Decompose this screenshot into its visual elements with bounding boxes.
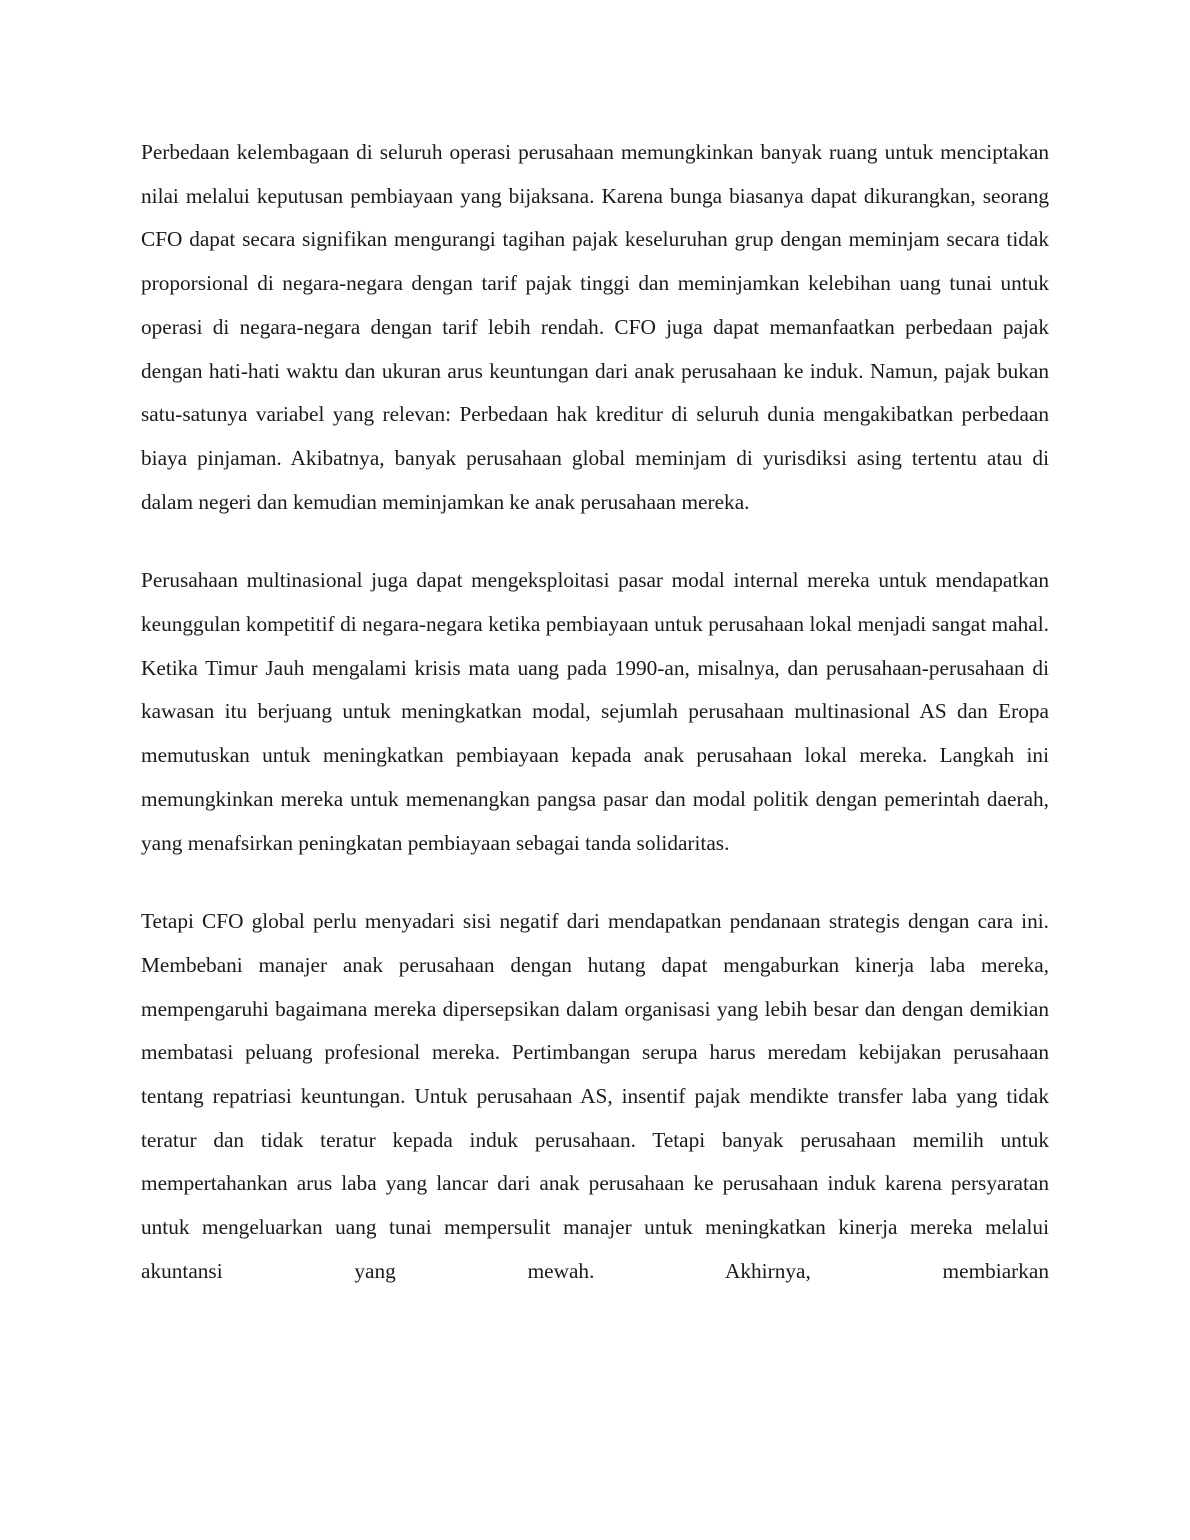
document-body <box>141 131 1049 1294</box>
paragraph-2: Perusahaan multinasional juga dapat mengeksploitasi pasar modal internal mereka untuk mendapatkan keunggulan kompetitif di negara-negara ketika pembiayaan untuk perusahaan lokal menjadi sangat mahal. Ketika Timur Jauh mengalami krisis mata uang pada 1990-an, misalnya, dan perusahaan-perusahaan di kawasan itu berjuang untuk meningkatkan modal, sejumlah perusahaan multinasional AS dan Eropa memutuskan untuk meningkatkan pembiayaan kepada anak perusahaan lokal mereka. Langkah ini memungkinkan mereka untuk memenangkan pangsa pasar dan modal politik dengan pemerintah daerah, yang menafsirkan peningkatan pembiayaan sebagai tanda solidaritas. <box>141 568 1049 855</box>
paragraph-3: Tetapi CFO global perlu menyadari sisi negatif dari mendapatkan pendanaan strategis dengan cara ini. Membebani manajer anak perusahaan dengan hutang dapat mengaburkan kinerja laba mereka, mempengaruhi bagaimana mereka dipersepsikan dalam organisasi yang lebih besar dan dengan demikian membatasi peluang profesional mereka. Pertimbangan serupa harus meredam kebijakan perusahaan tentang repatriasi keuntungan. Untuk perusahaan AS, insentif pajak mendikte transfer laba yang tidak teratur dan tidak teratur kepada induk perusahaan. Tetapi banyak perusahaan memilih untuk mempertahankan arus laba yang lancar dari anak perusahaan ke perusahaan induk karena persyaratan untuk mengeluarkan uang tunai mempersulit manajer untuk meningkatkan kinerja mereka melalui akuntansi yang mewah. Akhirnya, membiarkan <box>141 909 1049 1283</box>
paragraph-1: Perbedaan kelembagaan di seluruh operasi perusahaan memungkinkan banyak ruang untuk menciptakan nilai melalui keputusan pembiayaan yang bijaksana. Karena bunga biasanya dapat dikurangkan, seorang CFO dapat secara signifikan mengurangi tagihan pajak keseluruhan grup dengan meminjam secara tidak proporsional di negara-negara dengan tarif pajak tinggi dan meminjamkan kelebihan uang tunai untuk operasi di negara-negara dengan tarif lebih rendah. CFO juga dapat memanfaatkan perbedaan pajak dengan hati-hati waktu dan ukuran arus keuntungan dari anak perusahaan ke induk. Namun, pajak bukan satu-satunya variabel yang relevan: Perbedaan hak kreditur di seluruh dunia mengakibatkan perbedaan biaya pinjaman. Akibatnya, banyak perusahaan global meminjam di yurisdiksi asing tertentu atau di dalam negeri dan kemudian meminjamkan ke anak perusahaan mereka. <box>141 140 1049 514</box>
